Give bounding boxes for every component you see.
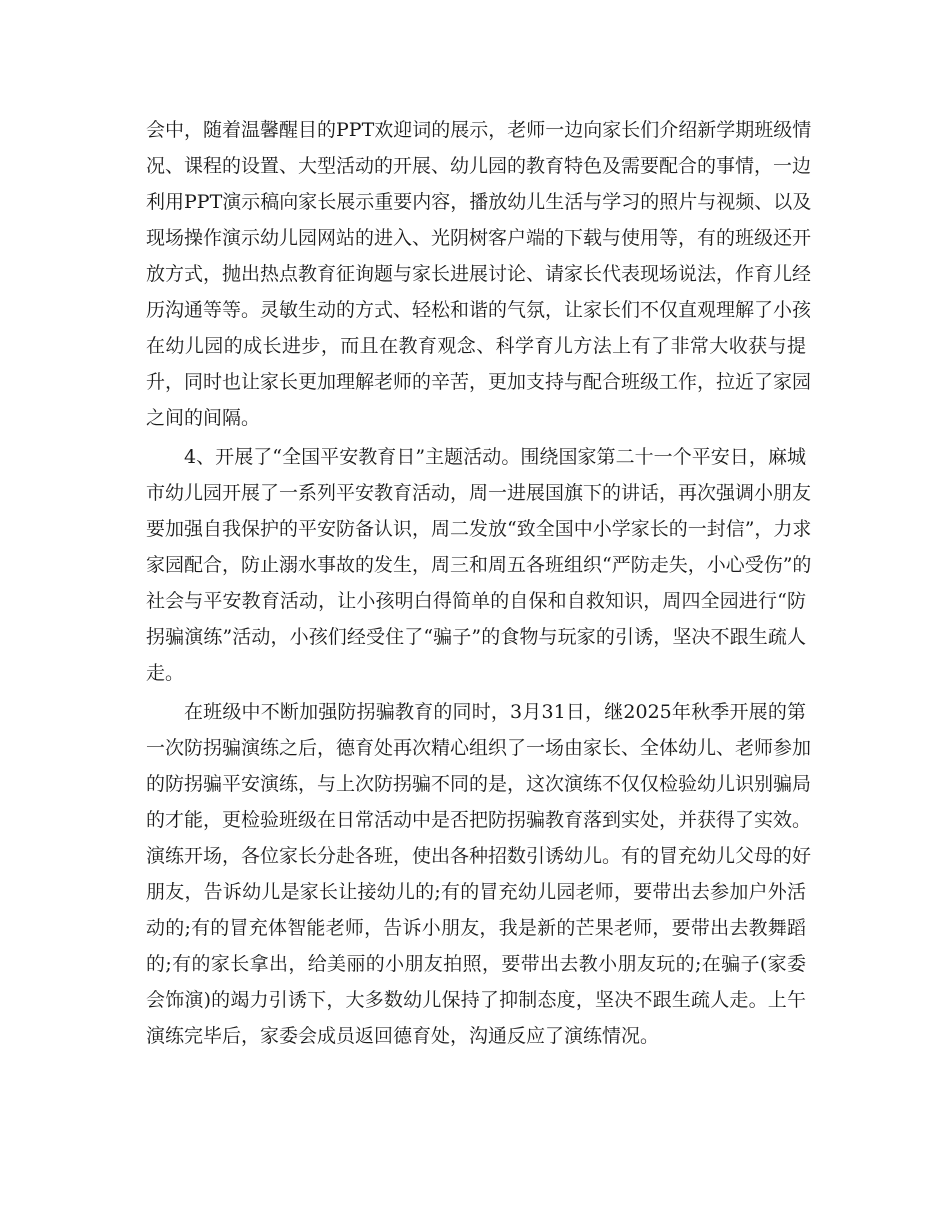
text-line: 之间的间隔。 bbox=[146, 407, 261, 429]
text-line: 家园配合，防止溺水事故的发生，周三和周五各班组织“严防走失，小心受伤”的 bbox=[146, 554, 812, 576]
paragraph-2 bbox=[146, 439, 812, 691]
text-line: 的才能，更检验班级在日常活动中是否把防拐骗教育落到实处，并获得了实效。 bbox=[146, 809, 812, 831]
text-line: 的防拐骗平安演练，与上次防拐骗不同的是，这次演练不仅仅检验幼儿识别骗局 bbox=[146, 773, 812, 795]
text-line: 演练完毕后，家委会成员返回德育处，沟通反应了演练情况。 bbox=[146, 1025, 660, 1047]
text-line: 的;有的家长拿出，给美丽的小朋友拍照，要带出去教小朋友玩的;在骗子(家委 bbox=[146, 953, 806, 975]
text-line: 4、开展了“全国平安教育日”主题活动。围绕国家第二十一个平安日，麻城 bbox=[184, 446, 806, 468]
text-line: 走。 bbox=[146, 662, 185, 684]
paragraph-3 bbox=[146, 694, 812, 1054]
text-line: 社会与平安教育活动，让小孩明白得简单的自保和自救知识，周四全园进行“防 bbox=[146, 590, 806, 612]
text-line: 市幼儿园开展了一系列平安教育活动，周一进展国旗下的讲话，再次强调小朋友 bbox=[146, 482, 812, 504]
text-line: 放方式，抛出热点教育征询题与家长进展讨论、请家长代表现场说法，作育儿经 bbox=[146, 263, 812, 285]
text-line: 利用PPT演示稿向家长展示重要内容，播放幼儿生活与学习的照片与视频、以及 bbox=[146, 191, 812, 213]
text-line: 升，同时也让家长更加理解老师的辛苦，更加支持与配合班级工作，拉近了家园 bbox=[146, 371, 812, 393]
text-line: 一次防拐骗演练之后，德育处再次精心组织了一场由家长、全体幼儿、老师参加 bbox=[146, 737, 812, 759]
text-line: 动的;有的冒充体智能老师，告诉小朋友，我是新的芒果老师，要带出去教舞蹈 bbox=[146, 917, 806, 939]
text-line: 在班级中不断加强防拐骗教育的同时，3月31日，继2025年秋季开展的第 bbox=[184, 701, 806, 723]
paragraph-1 bbox=[146, 112, 812, 436]
text-line: 朋友，告诉幼儿是家长让接幼儿的;有的冒充幼儿园老师，要带出去参加户外活 bbox=[146, 881, 806, 903]
text-line: 演练开场，各位家长分赴各班，使出各种招数引诱幼儿。有的冒充幼儿父母的好 bbox=[146, 845, 812, 867]
text-line: 要加强自我保护的平安防备认识，周二发放“致全国中小学家长的一封信”，力求 bbox=[146, 518, 812, 540]
text-line: 会中，随着温馨醒目的PPT欢迎词的展示，老师一边向家长们介绍新学期班级情 bbox=[146, 119, 812, 141]
text-line: 在幼儿园的成长进步，而且在教育观念、科学育儿方法上有了非常大收获与提 bbox=[146, 335, 806, 357]
text-line: 现场操作演示幼儿园网站的进入、光阴树客户端的下载与使用等，有的班级还开 bbox=[146, 227, 812, 249]
text-line: 况、课程的设置、大型活动的开展、幼儿园的教育特色及需要配合的事情，一边 bbox=[146, 155, 812, 177]
document-body bbox=[146, 112, 812, 1057]
text-line: 拐骗演练”活动，小孩们经受住了“骗子”的食物与玩家的引诱，坚决不跟生疏人 bbox=[146, 626, 806, 648]
text-line: 历沟通等等。灵敏生动的方式、轻松和谐的气氛，让家长们不仅直观理解了小孩 bbox=[146, 299, 812, 321]
text-line: 会饰演)的竭力引诱下，大多数幼儿保持了抑制态度，坚决不跟生疏人走。上午 bbox=[146, 989, 806, 1011]
